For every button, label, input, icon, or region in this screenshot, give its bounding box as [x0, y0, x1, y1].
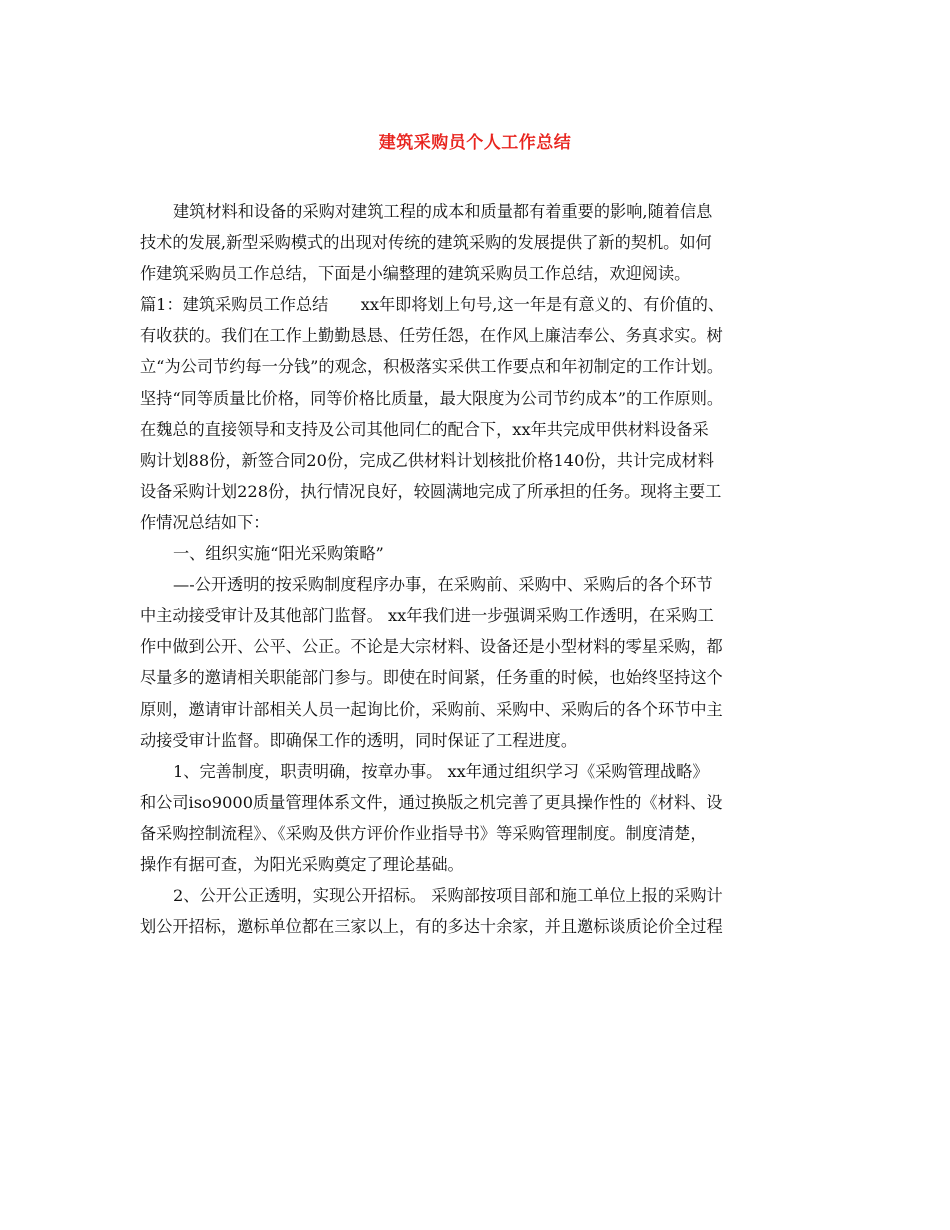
text-line: 中主动接受审计及其他部门监督。 xx年我们进一步强调采购工作透明，在采购工 [140, 606, 714, 626]
text-line: 购计划88份，新签合同20份，完成乙供材料计划核批价格140份，共计完成材料 [140, 450, 714, 470]
text-line: 作情况总结如下： [140, 512, 270, 532]
text-line: 2、公开公正透明，实现公开招标。 采购部按项目部和施工单位上报的采购计 [173, 886, 723, 906]
document-title: 建筑采购员个人工作总结 [378, 133, 572, 153]
text-line: 篇1：建筑采购员工作总结 xx年即将划上句号,这一年是有意义的、有价值的、 [140, 295, 725, 315]
text-line: 建筑材料和设备的采购对建筑工程的成本和质量都有着重要的影响,随着信息 [173, 202, 713, 221]
text-line: 有收获的。我们在工作上勤勤恳恳、任劳任怨，在作风上廉洁奉公、务真求实。树 [140, 326, 723, 346]
text-line: 原则，邀请审计部相关人员一起询比价，采购前、采购中、采购后的各个环节中主 [140, 699, 723, 719]
text-line: 和公司iso9000质量管理体系文件，通过换版之机完善了更具操作性的《材料、设 [140, 792, 723, 812]
text-line: 作中做到公开、公平、公正。不论是大宗材料、设备还是小型材料的零星采购，都 [140, 637, 723, 657]
text-line: 一、组织实施“阳光采购策略” [173, 544, 384, 564]
text-line: 备采购控制流程》、《采购及供方评价作业指导书》等采购管理制度。制度清楚， [140, 823, 707, 843]
text-line: —-公开透明的按采购制度程序办事，在采购前、采购中、采购后的各个环节 [173, 575, 713, 595]
text-line: 坚持“同等质量比价格，同等价格比质量，最大限度为公司节约成本”的工作原则。 [140, 388, 724, 408]
text-line: 尽量多的邀请相关职能部门参与。即使在时间紧，任务重的时候，也始终坚持这个 [140, 668, 723, 688]
text-line: 划公开招标，邀标单位都在三家以上，有的多达十余家，并且邀标谈质论价全过程 [140, 917, 723, 937]
text-line: 操作有据可查，为阳光采购奠定了理论基础。 [140, 854, 464, 874]
text-line: 技术的发展,新型采购模式的出现对传统的建筑采购的发展提供了新的契机。如何 [140, 233, 712, 253]
text-line: 作建筑采购员工作总结，下面是小编整理的建筑采购员工作总结，欢迎阅读。 [140, 264, 691, 284]
text-line: 动接受审计监督。即确保工作的透明，同时保证了工程进度。 [140, 730, 578, 750]
text-line: 立“为公司节约每一分钱”的观念，积极落实采供工作要点和年初制定的工作计划。 [140, 357, 724, 377]
text-line: 1、完善制度，职责明确，按章办事。 xx年通过组织学习《采购管理战略》 [173, 761, 709, 781]
document-body [140, 196, 830, 942]
text-line: 在魏总的直接领导和支持及公司其他同仁的配合下，xx年共完成甲供材料设备采 [140, 419, 709, 439]
text-line: 设备采购计划228份，执行情况良好，较圆满地完成了所承担的任务。现将主要工 [140, 481, 722, 501]
